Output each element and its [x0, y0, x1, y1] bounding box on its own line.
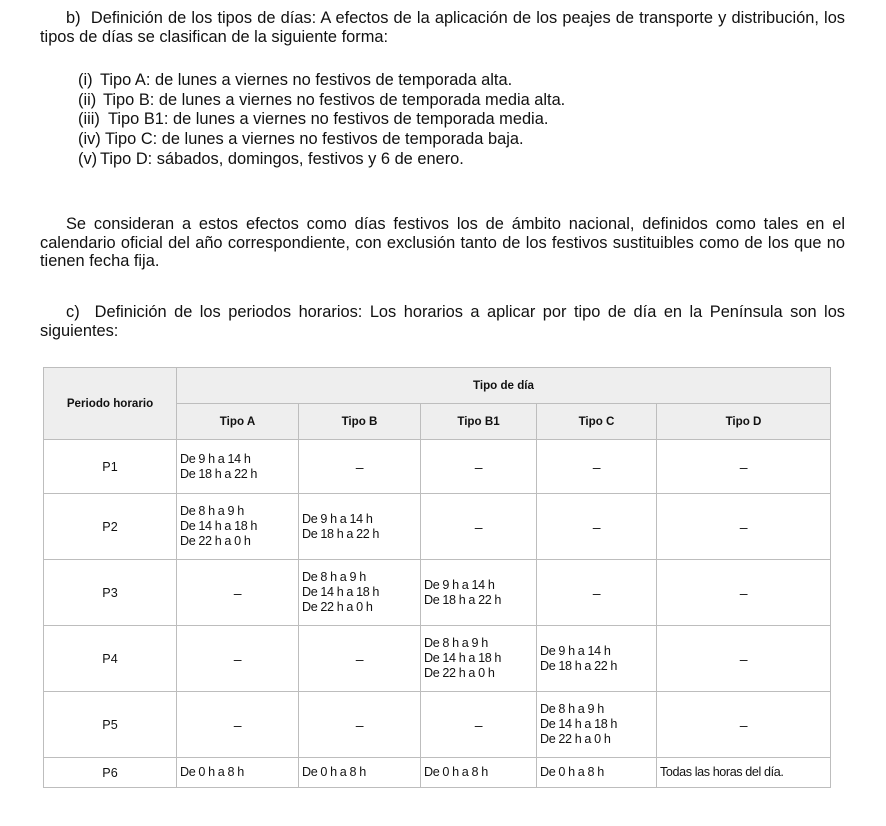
schedule-line: – [233, 584, 242, 601]
period-cell: P6 [44, 758, 177, 788]
schedule-line: – [739, 518, 748, 535]
list-item [78, 91, 565, 111]
schedule-line: Todas las horas del día. [660, 765, 784, 779]
header-periodo-horario: Periodo horario [44, 368, 177, 440]
schedule-line: – [355, 650, 364, 667]
column-header: Tipo B [299, 404, 421, 440]
schedule-line: De 14 h a 18 h [424, 651, 502, 665]
period-cell: P1 [44, 440, 177, 494]
schedule-line: De 8 h a 9 h [302, 570, 366, 584]
schedule-line: De 9 h a 14 h [424, 577, 495, 592]
paragraph-festivos [40, 215, 845, 271]
column-header: Tipo A [177, 404, 299, 440]
schedule-line: De 9 h a 14 h [540, 643, 611, 658]
empty-cell [177, 560, 299, 626]
paragraph-c-marker: c) [66, 303, 80, 321]
list-item-text: Tipo D: sábados, domingos, festivos y 6 de enero. [100, 149, 464, 168]
period-cell: P3 [44, 560, 177, 626]
schedule-line: De 14 h a 18 h [180, 519, 258, 533]
empty-cell [657, 494, 831, 560]
list-item [78, 71, 565, 91]
empty-cell [299, 626, 421, 692]
table-row [44, 560, 831, 626]
empty-cell [421, 692, 537, 758]
empty-cell [657, 626, 831, 692]
schedule-line: De 9 h a 14 h [180, 451, 251, 466]
schedule-line: – [355, 458, 364, 475]
table-row [44, 692, 831, 758]
schedule-cell [657, 758, 831, 788]
period-cell: P5 [44, 692, 177, 758]
empty-cell [537, 494, 657, 560]
empty-cell [657, 692, 831, 758]
list-item-text: Tipo B: de lunes a viernes no festivos de temporada media alta. [103, 90, 566, 109]
schedule-line: – [474, 458, 483, 475]
schedule-line: De 8 h a 9 h [424, 636, 488, 650]
empty-cell [421, 494, 537, 560]
list-item-number: (iii) [78, 110, 100, 129]
schedule-cell [299, 494, 421, 560]
schedule-line: De 18 h a 22 h [540, 658, 618, 673]
list-item [78, 130, 565, 150]
periods-table-wrap [43, 367, 831, 788]
table-row [44, 494, 831, 560]
empty-cell [177, 626, 299, 692]
schedule-line: De 22 h a 0 h [180, 534, 251, 548]
paragraph-b [40, 9, 845, 46]
periods-table [43, 367, 831, 788]
empty-cell [177, 692, 299, 758]
empty-cell [299, 440, 421, 494]
schedule-line: De 9 h a 14 h [302, 511, 373, 526]
schedule-line: – [592, 518, 601, 535]
schedule-line: De 22 h a 0 h [424, 666, 495, 680]
schedule-cell [421, 560, 537, 626]
empty-cell [421, 440, 537, 494]
list-item-number: (ii) [78, 90, 97, 109]
schedule-line: De 0 h a 8 h [180, 765, 244, 779]
paragraph-b-text: Definición de los tipos de días: A efectos de la aplicación de los peajes de transporte y distribución, los tipos de días se clasifican de la siguiente forma: [40, 9, 846, 46]
schedule-line: De 18 h a 22 h [302, 526, 380, 541]
schedule-cell [299, 560, 421, 626]
column-header: Tipo D [657, 404, 831, 440]
schedule-line: De 22 h a 0 h [540, 732, 611, 746]
schedule-cell [537, 626, 657, 692]
list-item-number: (v) [78, 149, 98, 168]
schedule-line: – [474, 716, 483, 733]
schedule-cell [299, 758, 421, 788]
list-item-number: (i) [78, 71, 93, 89]
schedule-line: De 14 h a 18 h [540, 717, 618, 731]
table-row [44, 758, 831, 788]
schedule-cell [177, 758, 299, 788]
schedule-cell [177, 494, 299, 560]
header-tipo-de-dia: Tipo de día [177, 368, 831, 404]
schedule-cell [537, 758, 657, 788]
schedule-line: – [739, 458, 748, 475]
empty-cell [537, 560, 657, 626]
empty-cell [537, 440, 657, 494]
schedule-line: De 0 h a 8 h [302, 765, 366, 779]
schedule-line: – [592, 458, 601, 475]
table-row [44, 440, 831, 494]
period-cell: P4 [44, 626, 177, 692]
table-row [44, 626, 831, 692]
paragraph-c [40, 303, 845, 340]
schedule-line: De 8 h a 9 h [540, 702, 604, 716]
empty-cell [299, 692, 421, 758]
schedule-line: De 8 h a 9 h [180, 504, 244, 518]
empty-cell [657, 440, 831, 494]
schedule-line: – [233, 650, 242, 667]
period-cell: P2 [44, 494, 177, 560]
list-item [78, 150, 565, 170]
schedule-line: – [474, 518, 483, 535]
schedule-cell [537, 692, 657, 758]
list-item-text: Tipo A: de lunes a viernes no festivos de temporada alta. [100, 71, 513, 89]
list-item-text: Tipo C: de lunes a viernes no festivos de temporada baja. [105, 130, 524, 149]
schedule-line: De 18 h a 22 h [180, 466, 258, 481]
paragraph-festivos-text: Se consideran a estos efectos como días festivos los de ámbito nacional, definidos como tales en el calendario oficial del año correspondiente, con exclusión tanto de los festivos sustituibles como de los que no tienen fecha fija. [40, 215, 845, 271]
empty-cell [657, 560, 831, 626]
schedule-line: – [739, 716, 748, 733]
paragraph-b-marker: b) [66, 9, 81, 27]
schedule-line: – [739, 650, 748, 667]
day-type-list [78, 71, 565, 170]
schedule-line: – [739, 584, 748, 601]
column-header: Tipo B1 [421, 404, 537, 440]
column-header: Tipo C [537, 404, 657, 440]
schedule-line: De 14 h a 18 h [302, 585, 380, 599]
paragraph-c-text: Definición de los periodos horarios: Los horarios a aplicar por tipo de día en la Península son los siguientes: [40, 303, 845, 340]
schedule-line: – [592, 584, 601, 601]
schedule-line: – [355, 716, 364, 733]
list-item [78, 110, 565, 130]
schedule-cell [421, 626, 537, 692]
schedule-line: De 22 h a 0 h [302, 600, 373, 614]
schedule-cell [421, 758, 537, 788]
schedule-line: De 0 h a 8 h [540, 765, 604, 779]
list-item-text: Tipo B1: de lunes a viernes no festivos de temporada media. [108, 110, 549, 129]
schedule-line: De 18 h a 22 h [424, 592, 502, 607]
schedule-line: – [233, 716, 242, 733]
list-item-number: (iv) [78, 130, 101, 149]
schedule-line: De 0 h a 8 h [424, 765, 488, 779]
schedule-cell [177, 440, 299, 494]
